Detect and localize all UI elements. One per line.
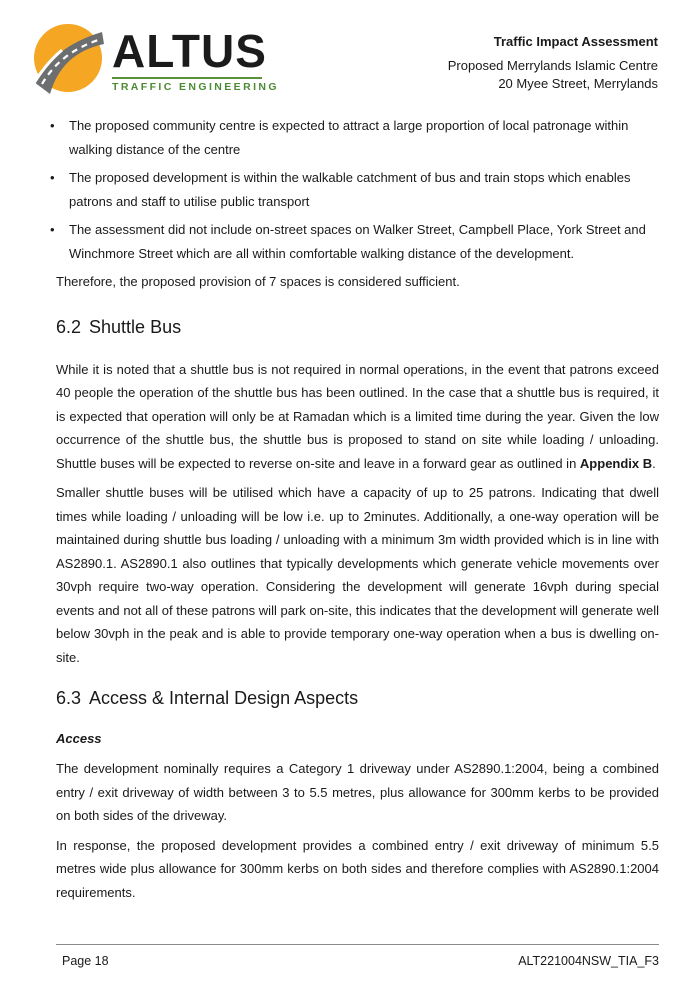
paragraph-shuttle-2: Smaller shuttle buses will be utilised which have a capacity of up to 25 patrons. Indicating that dwell times while loading / unloading will be low i.e. up to 2minutes. Additionally, a one-way operation will be maintained during shuttle bus loading / unloading with a minimum 3m width provided which is in line with AS2890.1. AS2890.1 also outlines that typically developments which generate vehicle movements over 30vph require two-way operation. Considering the development will generate 16vph during special events and not all of these patrons will park on-site, this indicates that the development will generate well below 30vph in the peak and is able to provide temporary one-way operation when a bus is dwelling on-site. — [56, 485, 659, 665]
altus-logo — [28, 20, 279, 102]
bullet-icon: • — [50, 170, 55, 185]
document-reference: ALT221004NSW_TIA_F3 — [518, 954, 659, 968]
header-info — [448, 33, 658, 93]
bullet-icon: • — [50, 222, 55, 237]
paragraph-text: While it is noted that a shuttle bus is not required in normal operations, in the event that patrons exceed 40 people the operation of the shuttle bus has been outlined. In the case that a shuttle bus is required, it is expected that operation will only be at Ramadan which is a limited time during the year. Given the low occurrence of the shuttle bus, the shuttle bus is proposed to stand on site while loading / unloading. Shuttle buses will be expected to reverse on-site and leave in a forward gear as outlined in — [56, 361, 659, 471]
section-number: 6.2 — [56, 316, 82, 337]
document-type: Traffic Impact Assessment — [493, 34, 658, 49]
road-logo-icon — [28, 20, 108, 100]
bullet-text: The proposed community centre is expected to attract a large proportion of local patronage within walking distance of the centre — [69, 118, 629, 157]
paragraph-access-2: In response, the proposed development provides a combined entry / exit driveway of minimum 5.5 metres wide plus allowance for 300mm kerbs on both sides and therefore complies with AS2890.1:2004 requirements. — [56, 837, 659, 900]
page-body — [50, 114, 659, 910]
subheading-access: Access — [56, 731, 102, 746]
project-address: 20 Myee Street, Merrylands — [498, 76, 658, 91]
list-item — [50, 218, 659, 265]
list-item — [50, 114, 659, 161]
bullet-icon: • — [50, 118, 55, 133]
logo-subtitle: TRAFFIC ENGINEERING — [112, 81, 279, 93]
project-name: Proposed Merrylands Islamic Centre — [447, 58, 658, 73]
page-header — [0, 0, 682, 110]
paragraph-access-1: The development nominally requires a Category 1 driveway under AS2890.1:2004, being a combined entry / exit driveway of width between 3 to 5.5 metres, plus allowance for 300mm kerbs to be provided on both sides of the driveway. — [56, 761, 659, 823]
section-heading-6-2 — [56, 316, 659, 338]
paragraph-therefore: Therefore, the proposed provision of 7 spaces is considered sufficient. — [56, 274, 460, 289]
page-number: Page 18 — [62, 954, 109, 968]
paragraph-shuttle-1 — [56, 358, 659, 476]
section-number: 6.3 — [56, 688, 82, 708]
bullet-list — [50, 114, 659, 265]
section-title: Shuttle Bus — [89, 316, 182, 337]
section-title: Access & Internal Design Aspects — [89, 688, 359, 708]
list-item — [50, 166, 659, 213]
bullet-text: The assessment did not include on-street spaces on Walker Street, Campbell Place, York Street and Winchmore Street which are all within comfortable walking distance of the development. — [69, 222, 646, 261]
logo-wordmark: ALTUS — [112, 25, 267, 77]
paragraph-end: . — [652, 455, 656, 471]
page-footer — [56, 944, 659, 968]
logo-rule — [112, 77, 262, 79]
section-heading-6-3 — [56, 687, 659, 709]
bullet-text: The proposed development is within the walkable catchment of bus and train stops which enables patrons and staff to utilise public transport — [69, 170, 631, 209]
appendix-reference: Appendix B — [579, 455, 653, 471]
